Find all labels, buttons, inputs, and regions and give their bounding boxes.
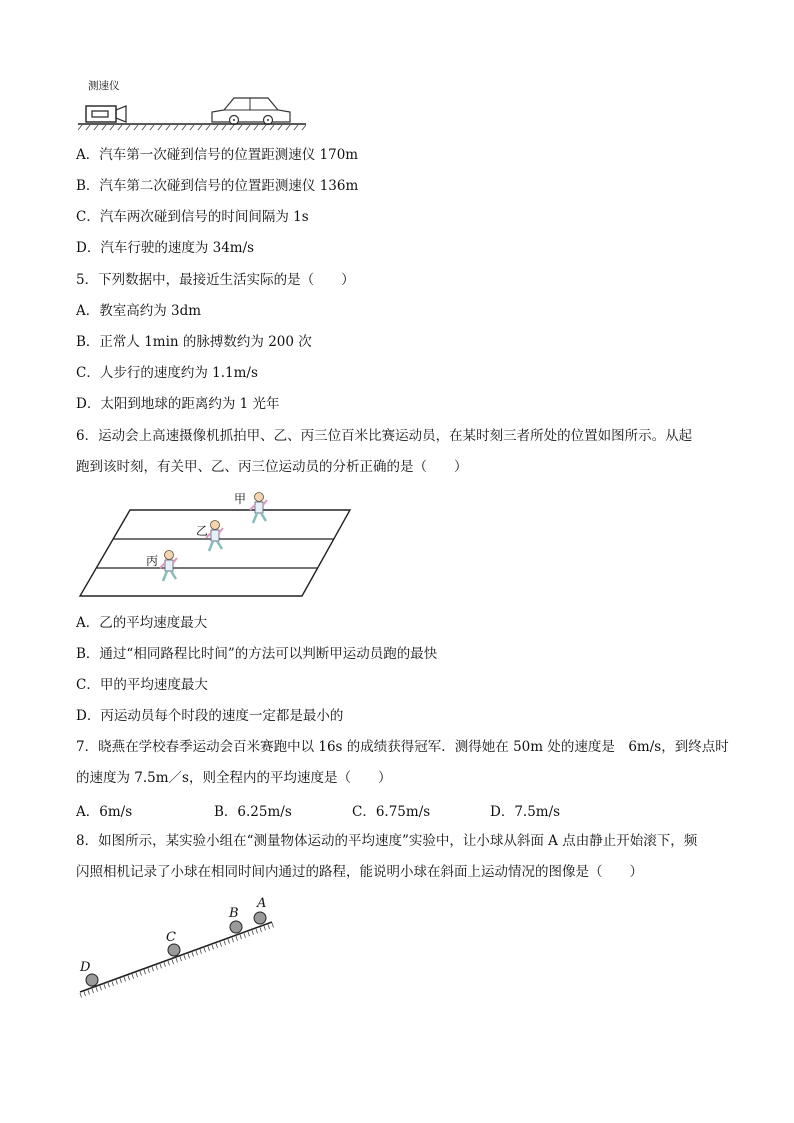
q7-stem-line2: 的速度为 7.5m／s，则全程内的平均速度是（ ）	[76, 770, 392, 786]
q5-option-a: A．教室高约为 3dm	[76, 303, 202, 319]
incline-drawing	[76, 894, 286, 1004]
point-b-label: B	[229, 906, 239, 921]
race-track-drawing	[78, 486, 358, 602]
runner-jia-figure	[250, 493, 267, 524]
q4-option-b: B．汽车第二次碰到信号的位置距测速仪 136m	[76, 178, 359, 194]
q4-option-d: D．汽车行驶的速度为 34m/s	[76, 240, 255, 256]
q7-options-row	[76, 800, 736, 818]
q7-option-c: C．6.75m/s	[352, 804, 431, 820]
runner-bing-label: 丙	[146, 554, 159, 568]
q4-option-c: C．汽车两次碰到信号的时间间隔为 1s	[76, 209, 309, 225]
q6-stem-line2: 跑到该时刻，有关甲、乙、丙三位运动员的分析正确的是（ ）	[76, 459, 468, 475]
ball-a	[254, 912, 266, 924]
q7-option-a: A．6m/s	[76, 804, 133, 820]
speed-meter-drawing	[78, 78, 318, 134]
runner-yi-label: 乙	[196, 524, 209, 538]
q6-option-a: A．乙的平均速度最大	[76, 615, 208, 631]
runner-jia-label: 甲	[234, 492, 247, 506]
q6-option-d: D．丙运动员每个时段的速度一定都是最小的	[76, 708, 344, 724]
ball-b	[230, 921, 242, 933]
point-a-label: A	[257, 896, 267, 911]
q4-option-a: A．汽车第一次碰到信号的位置距测速仪 170m	[76, 147, 359, 163]
runner-yi-figure	[206, 521, 223, 552]
q7-option-b: B．6.25m/s	[214, 804, 292, 820]
q6-option-b: B．通过“相同路程比时间”的方法可以判断甲运动员跑的最快	[76, 646, 438, 662]
q7-stem-line1: 7．晓燕在学校春季运动会百米赛跑中以 16s 的成绩获得冠军．测得她在 50m 处的速度是 6m/s，到终点时	[76, 739, 729, 755]
q5-stem: 5．下列数据中，最接近生活实际的是（ ）	[76, 272, 355, 288]
speed-meter-figure	[78, 78, 318, 134]
point-d-label: D	[80, 960, 91, 975]
incline-figure	[76, 894, 286, 1004]
runner-bing-figure	[160, 551, 177, 582]
q6-option-c: C．甲的平均速度最大	[76, 677, 208, 693]
ball-d	[86, 974, 98, 986]
q5-option-b: B．正常人 1min 的脉搏数约为 200 次	[76, 334, 312, 350]
race-track-figure	[78, 486, 358, 602]
q8-stem-line1: 8．如图所示，某实验小组在“测量物体运动的平均速度”实验中，让小球从斜面 A 点由静止开始滚下，频	[76, 833, 698, 849]
q8-stem-line2: 闪照相机记录了小球在相同时间内通过的路程，能说明小球在斜面上运动情况的图像是（ ）	[76, 864, 643, 880]
q5-option-c: C．人步行的速度约为 1.1m/s	[76, 365, 258, 381]
ball-c	[168, 944, 180, 956]
q6-stem-line1: 6．运动会上高速摄像机抓拍甲、乙、丙三位百米比赛运动员，在某时刻三者所处的位置如图所示。从起	[76, 428, 693, 444]
q5-option-d: D．太阳到地球的距离约为 1 光年	[76, 396, 280, 412]
speed-meter-label: 测速仪	[88, 80, 120, 92]
q7-option-d: D．7.5m/s	[490, 804, 561, 820]
point-c-label: C	[166, 930, 176, 945]
